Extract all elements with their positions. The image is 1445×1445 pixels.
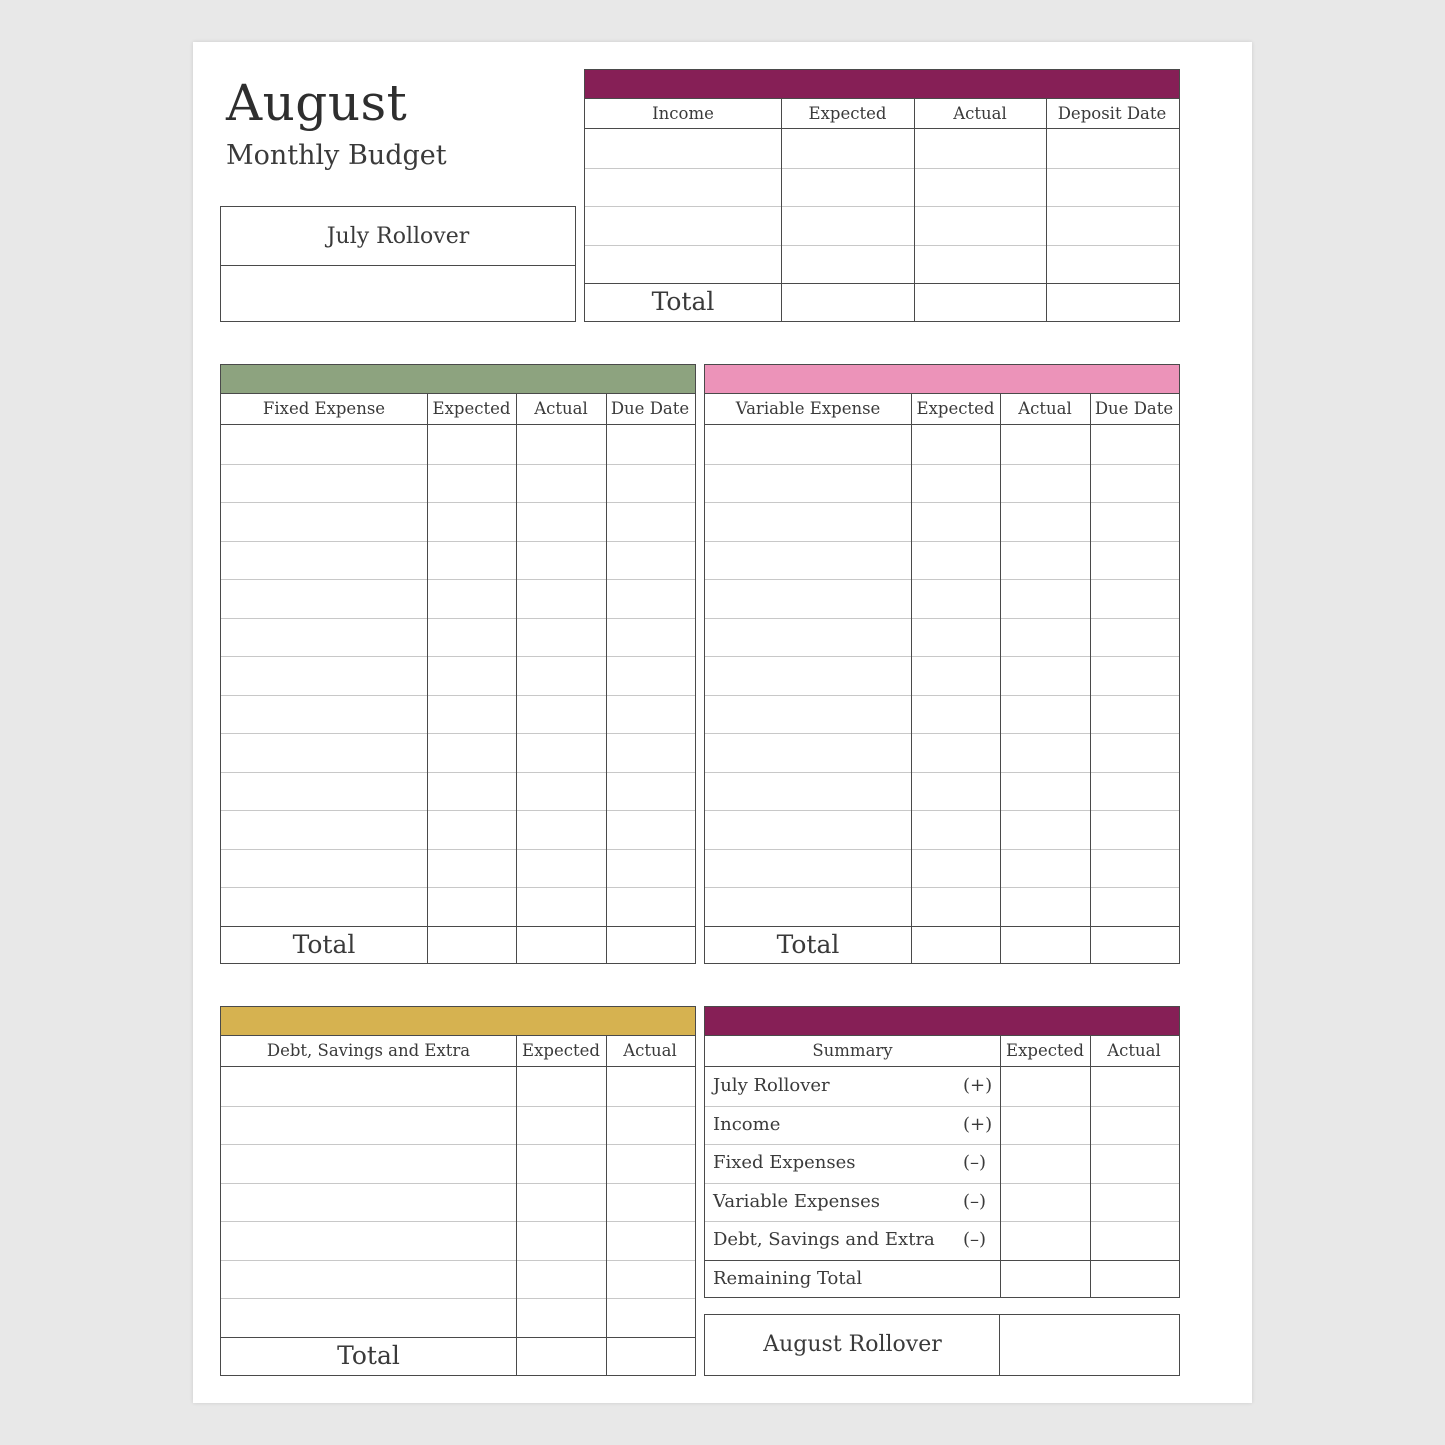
income-table	[584, 69, 1180, 322]
variable-cell[interactable]	[1091, 465, 1177, 502]
fixed-cell[interactable]	[428, 426, 515, 463]
variable-cell[interactable]	[912, 773, 999, 810]
fixed-cell[interactable]	[222, 619, 426, 656]
variable-cell[interactable]	[1001, 696, 1089, 733]
rollover-in-value-field[interactable]	[221, 267, 575, 321]
fixed-color-bar	[221, 365, 695, 394]
debt-cell[interactable]	[222, 1068, 515, 1105]
summary-row-label: Debt, Savings and Extra	[713, 1229, 935, 1250]
debt-cell[interactable]	[517, 1184, 605, 1221]
debt-cell[interactable]	[222, 1261, 515, 1298]
debt-cell[interactable]	[607, 1184, 693, 1221]
income-cell[interactable]	[782, 246, 913, 283]
fixed-col-header-0: Fixed Expense	[262, 399, 386, 418]
variable-cell[interactable]	[1001, 734, 1089, 771]
fixed-cell[interactable]	[428, 465, 515, 502]
variable-cell[interactable]	[1001, 619, 1089, 656]
debt-cell[interactable]	[517, 1145, 605, 1182]
debt-total-label: Total	[337, 1340, 400, 1370]
income-total-label: Total	[651, 287, 715, 316]
income-cell[interactable]	[1047, 130, 1177, 167]
fixed-cell[interactable]	[517, 696, 605, 733]
fixed-cell[interactable]	[517, 503, 605, 540]
fixed-cell[interactable]	[607, 850, 693, 887]
fixed-cell[interactable]	[517, 465, 605, 502]
variable-cell[interactable]	[1091, 657, 1177, 694]
fixed-col-header-1: Expected	[432, 399, 511, 418]
fixed-cell[interactable]	[222, 542, 426, 579]
fixed-cell[interactable]	[607, 773, 693, 810]
variable-color-bar	[705, 365, 1179, 394]
variable-cell[interactable]	[1091, 542, 1177, 579]
variable-cell[interactable]	[1001, 888, 1089, 925]
fixed-cell[interactable]	[607, 696, 693, 733]
variable-cell[interactable]	[912, 734, 999, 771]
rollover-out-box	[704, 1314, 1180, 1376]
summary-cell[interactable]	[1091, 1107, 1177, 1144]
fixed-total-cell[interactable]	[517, 927, 605, 963]
variable-cell[interactable]	[1091, 888, 1177, 925]
variable-cell[interactable]	[1001, 850, 1089, 887]
income-cell[interactable]	[915, 130, 1045, 167]
debt-cell[interactable]	[222, 1145, 515, 1182]
fixed-cell[interactable]	[607, 580, 693, 617]
fixed-cell[interactable]	[428, 850, 515, 887]
summary-cell[interactable]	[1001, 1107, 1089, 1144]
variable-cell[interactable]	[912, 850, 999, 887]
variable-cell[interactable]	[1001, 580, 1089, 617]
income-cell[interactable]	[915, 169, 1045, 206]
fixed-total-label: Total	[292, 929, 356, 959]
debt-cell[interactable]	[222, 1222, 515, 1259]
debt-color-bar	[221, 1007, 695, 1036]
income-cell[interactable]	[1047, 246, 1177, 283]
variable-cell[interactable]	[912, 696, 999, 733]
variable-expense-table	[704, 364, 1180, 964]
fixed-expense-table	[220, 364, 696, 964]
summary-row-sign: (–)	[963, 1229, 987, 1250]
variable-cell[interactable]	[912, 542, 999, 579]
variable-cell[interactable]	[706, 734, 910, 771]
income-cell[interactable]	[1047, 207, 1177, 244]
debt-cell[interactable]	[517, 1261, 605, 1298]
variable-col-header-3: Due Date	[1094, 399, 1174, 418]
fixed-cell[interactable]	[222, 657, 426, 694]
variable-cell[interactable]	[1091, 503, 1177, 540]
fixed-cell[interactable]	[517, 811, 605, 848]
summary-cell[interactable]	[1001, 1068, 1089, 1105]
summary-cell[interactable]	[1001, 1261, 1089, 1298]
summary-cell[interactable]	[1091, 1222, 1177, 1259]
variable-cell[interactable]	[1001, 426, 1089, 463]
debt-cell[interactable]	[517, 1299, 605, 1336]
variable-cell[interactable]	[1091, 811, 1177, 848]
debt-cell[interactable]	[607, 1299, 693, 1336]
fixed-cell[interactable]	[607, 426, 693, 463]
debt-savings-table	[220, 1006, 696, 1376]
summary-row-sign: (–)	[963, 1190, 987, 1212]
fixed-cell[interactable]	[517, 426, 605, 463]
summary-cell[interactable]	[1001, 1145, 1089, 1182]
variable-cell[interactable]	[706, 657, 910, 694]
fixed-cell[interactable]	[222, 426, 426, 463]
variable-cell[interactable]	[706, 426, 910, 463]
income-col-header-2: Actual	[953, 104, 1007, 123]
debt-cell[interactable]	[607, 1222, 693, 1259]
remaining-total-label: Remaining Total	[713, 1267, 863, 1289]
debt-cell[interactable]	[607, 1261, 693, 1298]
summary-cell[interactable]	[1091, 1261, 1177, 1298]
fixed-cell[interactable]	[607, 503, 693, 540]
debt-cell[interactable]	[222, 1107, 515, 1144]
income-cell[interactable]	[915, 207, 1045, 244]
fixed-cell[interactable]	[607, 734, 693, 771]
variable-cell[interactable]	[706, 811, 910, 848]
variable-col-header-1: Expected	[916, 399, 995, 418]
fixed-cell[interactable]	[607, 465, 693, 502]
variable-total-cell[interactable]	[912, 927, 999, 963]
fixed-cell[interactable]	[517, 619, 605, 656]
summary-row-label: Variable Expenses	[713, 1190, 881, 1212]
fixed-cell[interactable]	[517, 734, 605, 771]
fixed-cell[interactable]	[428, 542, 515, 579]
summary-cell[interactable]	[1091, 1184, 1177, 1221]
fixed-col-header-2: Actual	[534, 399, 588, 418]
fixed-cell[interactable]	[428, 503, 515, 540]
variable-col-header-0: Variable Expense	[735, 399, 881, 418]
income-col-header-1: Expected	[808, 104, 887, 123]
variable-cell[interactable]	[1091, 619, 1177, 656]
variable-cell[interactable]	[1001, 465, 1089, 502]
fixed-cell[interactable]	[517, 888, 605, 925]
fixed-cell[interactable]	[222, 580, 426, 617]
variable-cell[interactable]	[1001, 811, 1089, 848]
variable-cell[interactable]	[706, 503, 910, 540]
fixed-col-header-3: Due Date	[610, 399, 690, 418]
variable-cell[interactable]	[706, 888, 910, 925]
variable-cell[interactable]	[1001, 773, 1089, 810]
variable-cell[interactable]	[706, 696, 910, 733]
fixed-cell[interactable]	[607, 657, 693, 694]
debt-cell[interactable]	[517, 1068, 605, 1105]
fixed-cell[interactable]	[428, 773, 515, 810]
variable-cell[interactable]	[1091, 580, 1177, 617]
fixed-cell[interactable]	[607, 888, 693, 925]
fixed-cell[interactable]	[222, 888, 426, 925]
variable-total-cell[interactable]	[1001, 927, 1089, 963]
variable-cell[interactable]	[706, 465, 910, 502]
variable-cell[interactable]	[1091, 426, 1177, 463]
fixed-cell[interactable]	[607, 811, 693, 848]
variable-total-label: Total	[776, 929, 840, 959]
income-cell[interactable]	[586, 169, 780, 206]
fixed-cell[interactable]	[222, 773, 426, 810]
variable-cell[interactable]	[706, 580, 910, 617]
income-cell[interactable]	[586, 246, 780, 283]
fixed-cell[interactable]	[607, 619, 693, 656]
page-subtitle: Monthly Budget	[226, 140, 447, 171]
variable-cell[interactable]	[912, 580, 999, 617]
fixed-cell[interactable]	[428, 811, 515, 848]
variable-cell[interactable]	[1091, 696, 1177, 733]
debt-total-cell[interactable]	[607, 1338, 693, 1374]
income-cell[interactable]	[915, 246, 1045, 283]
debt-cell[interactable]	[222, 1299, 515, 1336]
income-cell[interactable]	[586, 207, 780, 244]
variable-total-cell[interactable]	[1091, 927, 1177, 963]
variable-cell[interactable]	[912, 811, 999, 848]
variable-cell[interactable]	[706, 850, 910, 887]
variable-col-header-2: Actual	[1018, 399, 1072, 418]
variable-cell[interactable]	[1001, 542, 1089, 579]
debt-cell[interactable]	[517, 1222, 605, 1259]
debt-total-cell[interactable]	[517, 1338, 605, 1374]
variable-cell[interactable]	[1091, 850, 1177, 887]
debt-cell[interactable]	[607, 1068, 693, 1105]
fixed-cell[interactable]	[428, 619, 515, 656]
variable-cell[interactable]	[912, 888, 999, 925]
variable-cell[interactable]	[706, 619, 910, 656]
fixed-cell[interactable]	[517, 580, 605, 617]
debt-col-header-0: Debt, Savings and Extra	[266, 1041, 471, 1060]
fixed-cell[interactable]	[428, 888, 515, 925]
summary-col-header-1: Expected	[1006, 1041, 1084, 1060]
debt-cell[interactable]	[607, 1145, 693, 1182]
summary-row-sign: (+)	[963, 1075, 993, 1096]
variable-cell[interactable]	[1091, 773, 1177, 810]
summary-table	[704, 1006, 1180, 1298]
variable-cell[interactable]	[912, 657, 999, 694]
summary-row-label: Fixed Expenses	[713, 1152, 856, 1173]
variable-cell[interactable]	[912, 503, 999, 540]
variable-cell[interactable]	[1001, 657, 1089, 694]
variable-cell[interactable]	[706, 773, 910, 810]
debt-col-header-1: Expected	[522, 1041, 600, 1060]
summary-cell[interactable]	[1091, 1068, 1177, 1105]
income-cell[interactable]	[586, 130, 780, 167]
fixed-cell[interactable]	[428, 657, 515, 694]
summary-row-sign: (–)	[963, 1152, 987, 1173]
summary-col-header-2: Actual	[1107, 1041, 1161, 1060]
income-total-cell[interactable]	[1047, 284, 1177, 320]
summary-row-label: Income	[713, 1113, 781, 1135]
fixed-cell[interactable]	[428, 580, 515, 617]
debt-cell[interactable]	[517, 1107, 605, 1144]
fixed-cell[interactable]	[517, 850, 605, 887]
rollover-out-value-field[interactable]	[1001, 1315, 1179, 1375]
income-cell[interactable]	[782, 130, 913, 167]
income-total-cell[interactable]	[782, 284, 913, 320]
rollover-out-label: August Rollover	[763, 1332, 942, 1357]
variable-cell[interactable]	[706, 542, 910, 579]
income-color-bar	[585, 70, 1179, 99]
summary-col-header-0: Summary	[812, 1041, 893, 1060]
fixed-total-cell[interactable]	[607, 927, 693, 963]
variable-cell[interactable]	[912, 426, 999, 463]
variable-cell[interactable]	[912, 465, 999, 502]
variable-cell[interactable]	[1001, 503, 1089, 540]
income-cell[interactable]	[782, 207, 913, 244]
summary-cell[interactable]	[1001, 1184, 1089, 1221]
income-col-header-3: Deposit Date	[1057, 104, 1167, 123]
summary-cell[interactable]	[1001, 1222, 1089, 1259]
page-title: August	[226, 74, 408, 132]
income-cell[interactable]	[782, 169, 913, 206]
fixed-cell[interactable]	[222, 503, 426, 540]
fixed-cell[interactable]	[222, 465, 426, 502]
income-total-cell[interactable]	[915, 284, 1045, 320]
fixed-cell[interactable]	[607, 542, 693, 579]
variable-cell[interactable]	[1091, 734, 1177, 771]
fixed-cell[interactable]	[222, 850, 426, 887]
rollover-in-box	[220, 206, 576, 322]
income-cell[interactable]	[1047, 169, 1177, 206]
rollover-in-label: July Rollover	[326, 224, 470, 249]
fixed-cell[interactable]	[222, 696, 426, 733]
fixed-cell[interactable]	[517, 542, 605, 579]
summary-cell[interactable]	[1091, 1145, 1177, 1182]
variable-cell[interactable]	[912, 619, 999, 656]
fixed-cell[interactable]	[517, 657, 605, 694]
fixed-cell[interactable]	[222, 734, 426, 771]
fixed-cell[interactable]	[517, 773, 605, 810]
fixed-cell[interactable]	[428, 734, 515, 771]
fixed-cell[interactable]	[428, 696, 515, 733]
summary-color-bar	[705, 1007, 1179, 1036]
summary-row-sign: (+)	[963, 1113, 993, 1135]
debt-col-header-2: Actual	[623, 1041, 677, 1060]
fixed-cell[interactable]	[222, 811, 426, 848]
debt-cell[interactable]	[607, 1107, 693, 1144]
income-col-header-0: Income	[652, 104, 714, 123]
summary-row-label: July Rollover	[713, 1075, 830, 1096]
debt-cell[interactable]	[222, 1184, 515, 1221]
fixed-total-cell[interactable]	[428, 927, 515, 963]
